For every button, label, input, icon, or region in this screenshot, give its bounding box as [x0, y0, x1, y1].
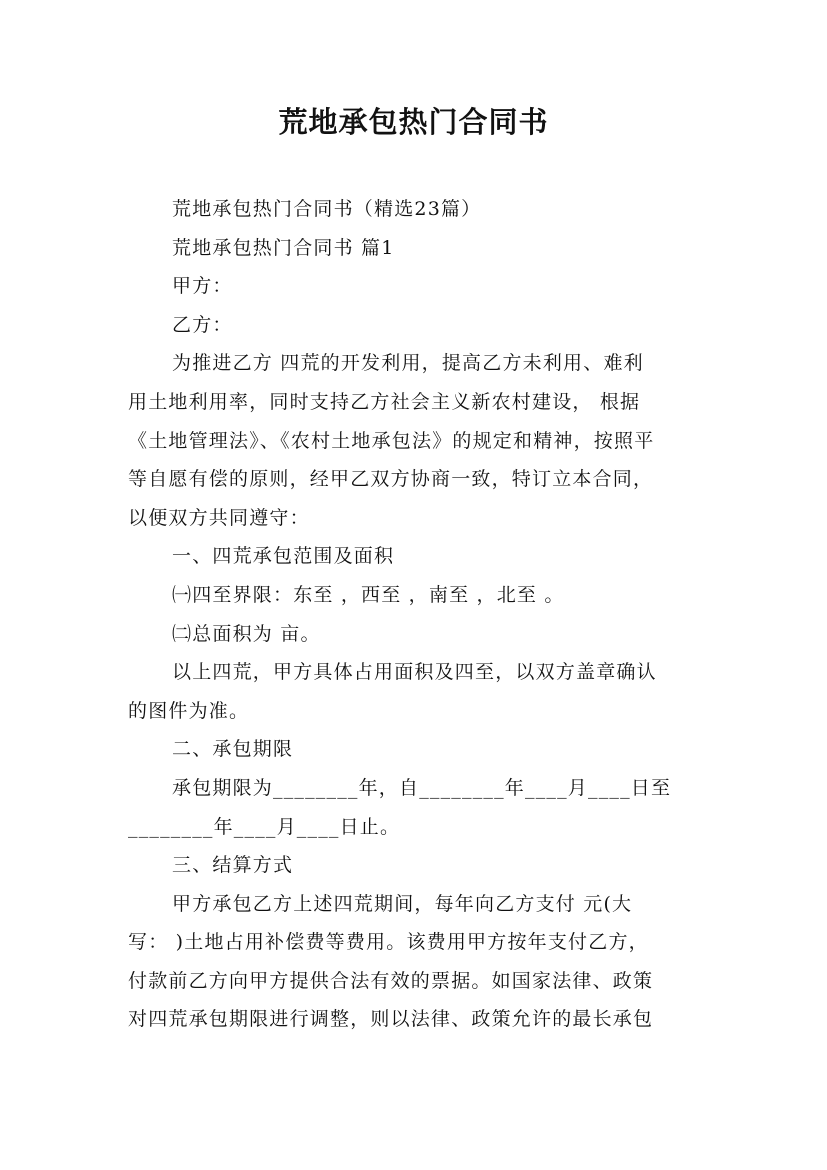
body-line: 对四荒承包期限进行调整，则以法律、政策允许的最长承包 — [128, 1008, 654, 1031]
document-body — [128, 190, 712, 1039]
section-heading: 荒地承包热门合同书 篇1 — [172, 236, 395, 259]
document-title: 荒地承包热门合同书 — [278, 105, 549, 139]
body-line: 为推进乙方 四荒的开发利用，提高乙方未利用、难利 — [172, 352, 644, 375]
body-line: 以便双方共同遵守： — [128, 506, 310, 529]
clause-heading: 一、四荒承包范围及面积 — [172, 545, 395, 568]
party-a-label: 甲方： — [172, 275, 233, 298]
body-line: 《土地管理法》、《农村土地承包法》的规定和精神，按照平 — [128, 429, 655, 452]
subtitle-line: 荒地承包热门合同书（精选23篇） — [172, 198, 482, 220]
body-line: 用土地利用率，同时支持乙方社会主义新农村建设， 根据 — [128, 390, 641, 413]
body-line: 承包期限为________年，自________年____月____日至 — [172, 776, 672, 799]
body-line: ㈠四至界限：东至 ，西至 ，南至 ，北至 。 — [172, 583, 565, 606]
body-line: 等自愿有偿的原则，经甲乙双方协商一致，特订立本合同， — [128, 468, 654, 491]
body-line: 甲方承包乙方上述四荒期间，每年向乙方支付 元(大 — [172, 892, 633, 915]
body-line: 付款前乙方向甲方提供合法有效的票据。如国家法律、政策 — [128, 969, 654, 992]
body-line: 的图件为准。 — [128, 699, 250, 722]
body-line: 写： )土地占用补偿费等费用。该费用甲方按年支付乙方， — [128, 931, 649, 954]
body-line: ㈡总面积为 亩。 — [172, 622, 321, 645]
body-line: 以上四荒，甲方具体占用面积及四至，以双方盖章确认 — [172, 661, 657, 684]
clause-heading: 二、承包期限 — [172, 738, 294, 761]
party-b-label: 乙方： — [172, 313, 233, 336]
clause-heading: 三、结算方式 — [172, 854, 294, 877]
body-line: ________年____月____日止。 — [128, 815, 401, 838]
